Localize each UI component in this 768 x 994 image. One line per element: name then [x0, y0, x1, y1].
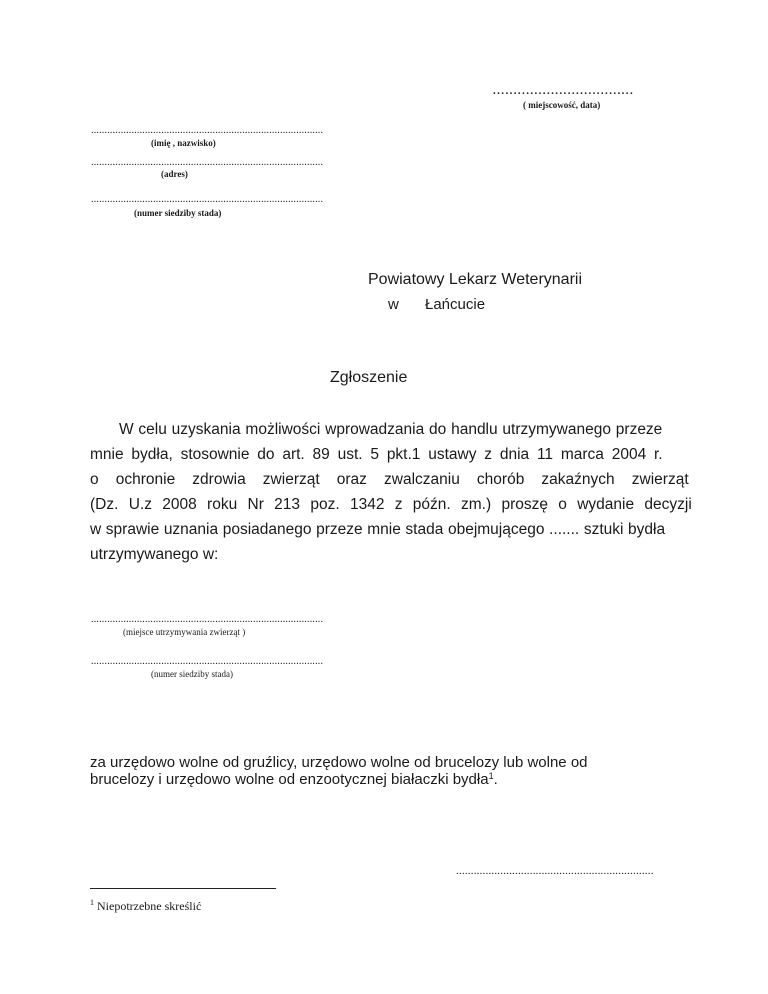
body-line-1: W celu uzyskania możliwości wprowadzania do handlu utrzymywanego przeze [119, 421, 663, 438]
location-herd-number-dots[interactable]: ...................................................................................... [91, 656, 324, 667]
addressee-line: Powiatowy Lekarz Weterynarii [368, 271, 583, 288]
conclusion-line-1: za urzędowo wolne od gruźlicy, urzędowo wolne od brucelozy lub wolne od [90, 754, 588, 771]
herd-number-field-dots[interactable]: ...................................................................................... [91, 194, 324, 205]
footnote-separator [90, 888, 276, 889]
location-field-caption: (miejsce utrzymywania zwierząt ) [123, 627, 246, 637]
conclusion-line-2 [90, 772, 498, 787]
location-herd-number-caption: (numer siedziby stada) [151, 669, 233, 679]
footnote-reference: 1 [488, 771, 494, 781]
footnote-marker: 1 [90, 898, 94, 907]
location-field-dots[interactable]: ...................................................................................... [91, 614, 324, 625]
address-field-dots[interactable]: ...................................................................................... [91, 157, 324, 168]
place-date-dots[interactable]: .................................. [493, 85, 635, 97]
name-field-caption: (imię , nazwisko) [151, 138, 216, 148]
conclusion-line-2-end: . [493, 771, 498, 788]
body-line-3: o ochronie zdrowia zwierząt oraz zwalczaniu chorób zakaźnych zwierząt [90, 471, 689, 488]
signature-dots[interactable]: ................................................................... [456, 865, 654, 877]
body-line-4: (Dz. U.z 2008 roku Nr 213 poz. 1342 z późn. zm.) proszę o wydanie decyzji [90, 496, 692, 513]
conclusion-line-2-text: brucelozy i urzędowo wolne od enzootycznej białaczki bydła [90, 771, 489, 788]
document-title: Zgłoszenie [330, 369, 408, 386]
body-line-5: w sprawie uznania posiadanego przeze mnie stada obejmującego ....... sztuki bydła [90, 521, 666, 538]
body-line-2: mnie bydła, stosownie do art. 89 ust. 5 pkt.1 ustawy z dnia 11 marca 2004 r. [90, 446, 663, 463]
footnote-text: Niepotrzebne skreślić [97, 899, 202, 913]
addressee-town: Łańcucie [425, 296, 486, 313]
name-field-dots[interactable]: ...................................................................................... [91, 125, 324, 136]
addressee-prefix: w [388, 296, 399, 313]
footnote [90, 898, 201, 914]
body-line-6: utrzymywanego w: [90, 546, 219, 563]
place-date-caption: ( miejscowość, data) [523, 100, 601, 110]
address-field-caption: (adres) [161, 169, 188, 179]
herd-number-field-caption: (numer siedziby stada) [134, 208, 222, 218]
